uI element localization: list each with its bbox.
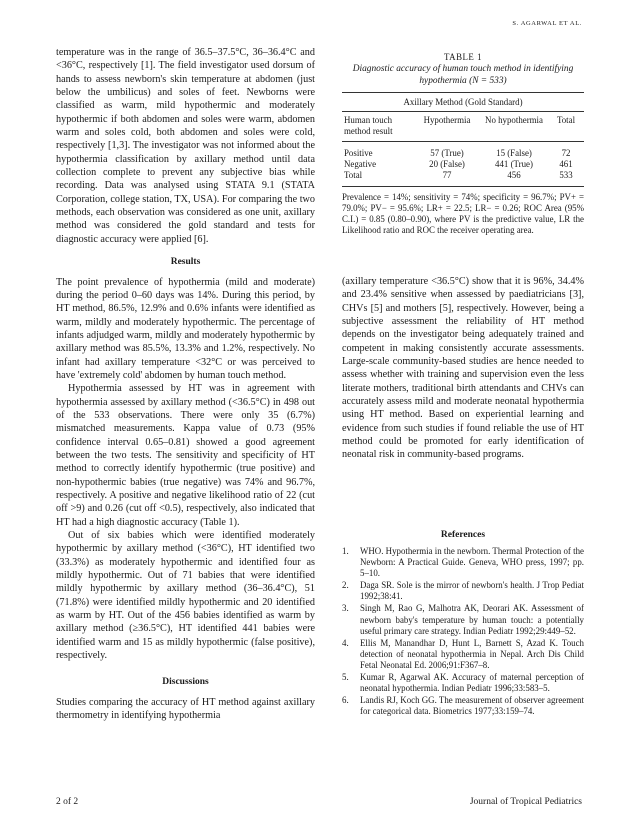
discussions-heading: Discussions bbox=[162, 677, 209, 688]
discussions-paragraph-1: Studies comparing the accuracy of HT method against axillary thermometry in identifying hypothermia bbox=[56, 696, 315, 722]
methods-paragraph: temperature was in the range of 36.5–37.5°C, 36–36.4°C and <36°C, respectively [1]. The field investigator used dorsum of hands to assess newborn's skin temperature at abdomen (just below the umbilicus) and soles of feet. Newborns were classified as warm, mild hypothermic and moderately hypothermic if both abdomen and soles were warm, abdomen warm and soles cold, both abdomen and soles were cold, respectively [1,3]. The investigator was not informed about the hypothermia classification by axillary method until data collection complete to prevent any subjective bias while recording. Data was analysed using STATA 9.1 (STATA Corporation, college station, TX, USA). For comparing the two methods, each observation was considered as one unit, axillary method was considered the gold standard and tests for diagnostic accuracy were applied [6]. bbox=[56, 47, 315, 245]
table-span-header: Axillary Method (Gold Standard) bbox=[403, 97, 523, 108]
table-col-header: Human touch method result bbox=[344, 115, 393, 137]
results-paragraph-2: Hypothermia assessed by HT was in agreement with hypothermia assessed by axillary method (<36.5°C) in 498 out of the 533 observations. There were only 35 (6.7%) mismatched measurements. Kappa value of 0.73 (95% confidence interval 0.65–0.81) showed a good agreement between the two tests. The sensitivity and specificity of HT method to correctly identify hypothermic (true positive) and non-hypothermic babies (true negative) was 74% and 96.7%, respectively. A positive and negative likelihood ratio of 22 (cut off >9) and 0.26 (cut off <0.5), respectively, also indicated that HT had a high diagnostic accuracy (Table 1). bbox=[56, 383, 315, 528]
table-cell: 533 bbox=[559, 170, 573, 181]
reference-text: Ellis M, Manandhar D, Hunt L, Barnett S, Azad K. Touch detection of neonatal hypothermia in Nepal. Arch Dis Child Fetal Neonatal Ed. 2006;91:F367–8. bbox=[360, 637, 584, 670]
reference-text: Landis RJ, Koch GG. The measurement of observer agreement for categorical data. Biometrics 1977;33:159–74. bbox=[360, 695, 584, 717]
table-cell: 77 bbox=[442, 170, 452, 181]
table-caption: Diagnostic accuracy of human touch method in identifying hypothermia (N = 533) bbox=[352, 64, 574, 86]
reference-number: 2. bbox=[342, 580, 349, 591]
table-cell: Total bbox=[344, 170, 363, 181]
table-row bbox=[342, 142, 584, 159]
discussions-paragraph-1-continued: (axillary temperature <36.5°C) show that it is 96%, 34.4% and 23.4% sensitive when assessed by paediatricians [3], CHVs [5] and mothers [5], respectively. However, being a subjective assessment the reliability of HT method depends on the investigator being adequately trained and competent in making consistently accurate assessments. Large-scale community-based studies are hence needed to assess whether with training and supervision even the less literate mothers, traditional birth attendants and CHVs can accurately assess mild and moderate neonatal hypothermia using HT method. Based on experiential learning and evidence from such studies if found reliable the use of HT method could be promoted for early identification of neonatal risk in community-based programs. bbox=[342, 276, 584, 461]
table-body bbox=[342, 142, 584, 186]
reference-text: WHO. Hypothermia in the newborn. Thermal Protection of the Newborn: A Practical Guide. Geneva, WHO press, 1997; pp. 5–10. bbox=[360, 546, 584, 579]
table-header-row bbox=[342, 112, 584, 141]
table-cell: 15 (False) bbox=[496, 148, 532, 159]
reference-number: 3. bbox=[342, 603, 349, 614]
reference-item bbox=[342, 672, 584, 694]
reference-number: 5. bbox=[342, 672, 349, 683]
table-cell: 57 (True) bbox=[430, 148, 464, 159]
reference-text: Kumar R, Agarwal AK. Accuracy of maternal perception of neonatal hypothermia. Indian Pediatr 1996;33:583–5. bbox=[360, 672, 584, 694]
table-row bbox=[342, 170, 584, 186]
reference-item bbox=[342, 638, 584, 671]
reference-item bbox=[342, 546, 584, 579]
table-footnote: Prevalence = 14%; sensitivity = 74%; specificity = 96.7%; PV+ = 79.0%; PV− = 95.6%; LR+ = 22.5; LR− = 0.26; ROC Area (95% C.I.) = 0.85 (0.80–0.90), where PV is the predictive value, LR the Likelihood ratio and ROC the receiver operating area. bbox=[342, 192, 584, 236]
table-col-header: No hypothermia bbox=[485, 115, 543, 126]
table-cell: 72 bbox=[561, 148, 571, 159]
reference-text: Daga SR. Sole is the mirror of newborn's health. J Trop Pediat 1992;38:41. bbox=[360, 580, 584, 602]
table-cell: 461 bbox=[559, 159, 573, 170]
references-list bbox=[342, 546, 584, 717]
journal-name: Journal of Tropical Pediatrics bbox=[469, 797, 582, 807]
table-cell: 456 bbox=[507, 170, 521, 181]
table-row bbox=[342, 159, 584, 170]
running-head: S. AGARWAL ET AL. bbox=[512, 20, 582, 27]
table-col-header: Total bbox=[556, 115, 576, 126]
table-1 bbox=[342, 52, 584, 236]
table-cell: Positive bbox=[344, 148, 373, 159]
table-cell: 20 (False) bbox=[429, 159, 465, 170]
reference-number: 6. bbox=[342, 695, 349, 706]
results-paragraph-1: The point prevalence of hypothermia (mild and moderate) during the period 0–60 days was 14%. During this period, by HT method, 86.5%, 12.9% and 0.6% infants were identified as warm, mildly and moderately hypothermic. The percentage of infants adjudged warm, mildly and moderately hypothermic by axillary method was 85.5%, 13.3% and 1.2%, respectively. No infant had axillary temperature <32°C or was perceived to have 'extremely cold' abdomen by human touch method. bbox=[56, 276, 315, 381]
table-col-header: Hypothermia bbox=[423, 115, 471, 126]
results-heading: Results bbox=[170, 257, 201, 268]
reference-text: Singh M, Rao G, Malhotra AK, Deorari AK. Assessment of newborn baby's temperature by human touch: a potentially useful primary care strategy. Indian Pediatr 1992;29:449–52. bbox=[360, 603, 584, 636]
table-grid bbox=[342, 112, 584, 141]
results-paragraph-3: Out of six babies which were identified moderately hypothermic by axillary method (<36°C), HT identified two (33.3%) as moderately hypothermic and identified four as mildly hypothermic. Out of 71 babies that were identified mildly hypothermic by axillary method (36–36.4°C), 51 (71.8%) were identified mildly hypothermic and 20 identified as warm by HT. Out of the 456 babies identified as warm by axillary method (≥36.5°C), HT identified 441 babies were identified warm and 15 as mildly hypothermic (false positive), respectively. bbox=[56, 530, 315, 662]
table-number: TABLE 1 bbox=[443, 52, 483, 62]
table-cell: Negative bbox=[344, 159, 377, 170]
page-number: 2 of 2 bbox=[56, 797, 79, 807]
references-heading: References bbox=[440, 530, 486, 540]
reference-item bbox=[342, 603, 584, 636]
right-column bbox=[342, 275, 584, 462]
references-section bbox=[342, 530, 584, 718]
table-cell: 441 (True) bbox=[495, 159, 533, 170]
reference-number: 1. bbox=[342, 546, 349, 556]
reference-number: 4. bbox=[342, 637, 349, 648]
left-column bbox=[56, 46, 315, 723]
reference-item bbox=[342, 580, 584, 602]
reference-item bbox=[342, 695, 584, 717]
